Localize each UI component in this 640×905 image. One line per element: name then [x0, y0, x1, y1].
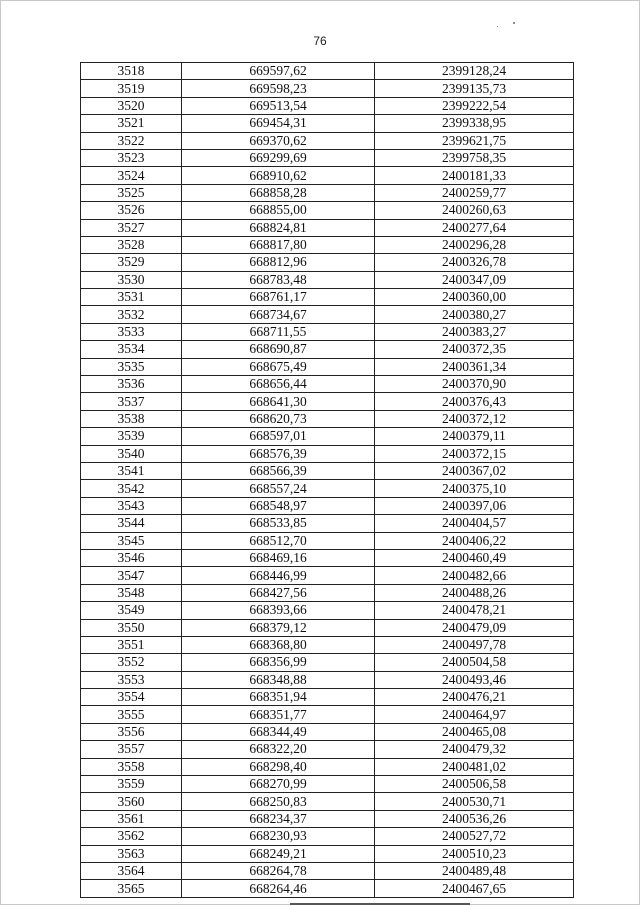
table-row	[81, 115, 574, 132]
table-row	[81, 393, 574, 410]
x-coordinate-cell: 668270,99	[182, 776, 375, 793]
x-coordinate-cell: 668427,56	[182, 584, 375, 601]
x-coordinate-cell: 668298,40	[182, 758, 375, 775]
table-row	[81, 271, 574, 288]
point-number-cell: 3520	[81, 97, 182, 114]
page-number: 76	[313, 34, 327, 48]
y-coordinate-cell: 2400259,77	[375, 184, 574, 201]
point-number-cell: 3534	[81, 341, 182, 358]
point-number-cell: 3540	[81, 445, 182, 462]
point-number-cell: 3555	[81, 706, 182, 723]
point-number-cell: 3543	[81, 497, 182, 514]
point-number-cell: 3559	[81, 776, 182, 793]
y-coordinate-cell: 2399621,75	[375, 132, 574, 149]
x-coordinate-cell: 668690,87	[182, 341, 375, 358]
table-row	[81, 776, 574, 793]
table-row	[81, 810, 574, 827]
scan-speck	[497, 26, 498, 27]
y-coordinate-cell: 2400493,46	[375, 671, 574, 688]
y-coordinate-cell: 2400397,06	[375, 497, 574, 514]
point-number-cell: 3526	[81, 202, 182, 219]
table-row	[81, 445, 574, 462]
table-row	[81, 202, 574, 219]
y-coordinate-cell: 2400361,34	[375, 358, 574, 375]
point-number-cell: 3530	[81, 271, 182, 288]
x-coordinate-cell: 668548,97	[182, 497, 375, 514]
point-number-cell: 3565	[81, 880, 182, 897]
y-coordinate-cell: 2400510,23	[375, 845, 574, 862]
point-number-cell: 3557	[81, 741, 182, 758]
x-coordinate-cell: 669370,62	[182, 132, 375, 149]
point-number-cell: 3533	[81, 323, 182, 340]
x-coordinate-cell: 668566,39	[182, 462, 375, 479]
x-coordinate-cell: 668356,99	[182, 654, 375, 671]
table-row	[81, 636, 574, 653]
y-coordinate-cell: 2400372,35	[375, 341, 574, 358]
y-coordinate-cell: 2400465,08	[375, 723, 574, 740]
point-number-cell: 3549	[81, 602, 182, 619]
x-coordinate-cell: 668469,16	[182, 549, 375, 566]
table-row	[81, 167, 574, 184]
scan-speck	[513, 22, 515, 24]
y-coordinate-cell: 2399135,73	[375, 80, 574, 97]
point-number-cell: 3544	[81, 515, 182, 532]
x-coordinate-cell: 668379,12	[182, 619, 375, 636]
y-coordinate-cell: 2400504,58	[375, 654, 574, 671]
table-row	[81, 862, 574, 879]
y-coordinate-cell: 2400367,02	[375, 462, 574, 479]
point-number-cell: 3532	[81, 306, 182, 323]
y-coordinate-cell: 2400277,64	[375, 219, 574, 236]
table-row	[81, 289, 574, 306]
y-coordinate-cell: 2400536,26	[375, 810, 574, 827]
point-number-cell: 3541	[81, 462, 182, 479]
table-row	[81, 584, 574, 601]
x-coordinate-cell: 668533,85	[182, 515, 375, 532]
y-coordinate-cell: 2400376,43	[375, 393, 574, 410]
y-coordinate-cell: 2400406,22	[375, 532, 574, 549]
y-coordinate-cell: 2400530,71	[375, 793, 574, 810]
x-coordinate-cell: 668557,24	[182, 480, 375, 497]
y-coordinate-cell: 2400260,63	[375, 202, 574, 219]
point-number-cell: 3522	[81, 132, 182, 149]
x-coordinate-cell: 668817,80	[182, 236, 375, 253]
x-coordinate-cell: 669513,54	[182, 97, 375, 114]
x-coordinate-cell: 668675,49	[182, 358, 375, 375]
point-number-cell: 3558	[81, 758, 182, 775]
x-coordinate-cell: 668446,99	[182, 567, 375, 584]
y-coordinate-cell: 2400347,09	[375, 271, 574, 288]
point-number-cell: 3562	[81, 828, 182, 845]
point-number-cell: 3556	[81, 723, 182, 740]
point-number-cell: 3536	[81, 376, 182, 393]
x-coordinate-cell: 668264,46	[182, 880, 375, 897]
x-coordinate-cell: 668597,01	[182, 428, 375, 445]
point-number-cell: 3537	[81, 393, 182, 410]
y-coordinate-cell: 2400497,78	[375, 636, 574, 653]
y-coordinate-cell: 2400482,66	[375, 567, 574, 584]
x-coordinate-cell: 668783,48	[182, 271, 375, 288]
x-coordinate-cell: 668351,77	[182, 706, 375, 723]
x-coordinate-cell: 668368,80	[182, 636, 375, 653]
y-coordinate-cell: 2400506,58	[375, 776, 574, 793]
table-row	[81, 828, 574, 845]
point-number-cell: 3564	[81, 862, 182, 879]
x-coordinate-cell: 668230,93	[182, 828, 375, 845]
point-number-cell: 3550	[81, 619, 182, 636]
point-number-cell: 3539	[81, 428, 182, 445]
x-coordinate-cell: 668855,00	[182, 202, 375, 219]
table-row	[81, 341, 574, 358]
y-coordinate-cell: 2400467,65	[375, 880, 574, 897]
point-number-cell: 3563	[81, 845, 182, 862]
table-row	[81, 480, 574, 497]
table-row	[81, 184, 574, 201]
x-coordinate-cell: 668656,44	[182, 376, 375, 393]
x-coordinate-cell: 668858,28	[182, 184, 375, 201]
x-coordinate-cell: 669454,31	[182, 115, 375, 132]
table-row	[81, 671, 574, 688]
y-coordinate-cell: 2400488,26	[375, 584, 574, 601]
table-row	[81, 462, 574, 479]
y-coordinate-cell: 2400478,21	[375, 602, 574, 619]
point-number-cell: 3524	[81, 167, 182, 184]
x-coordinate-cell: 668824,81	[182, 219, 375, 236]
table-row	[81, 723, 574, 740]
table-row	[81, 376, 574, 393]
point-number-cell: 3531	[81, 289, 182, 306]
y-coordinate-cell: 2399338,95	[375, 115, 574, 132]
x-coordinate-cell: 668393,66	[182, 602, 375, 619]
x-coordinate-cell: 668250,83	[182, 793, 375, 810]
point-number-cell: 3518	[81, 63, 182, 80]
table-row	[81, 619, 574, 636]
y-coordinate-cell: 2399222,54	[375, 97, 574, 114]
x-coordinate-cell: 668351,94	[182, 689, 375, 706]
table-row	[81, 689, 574, 706]
point-number-cell: 3545	[81, 532, 182, 549]
x-coordinate-cell: 668641,30	[182, 393, 375, 410]
y-coordinate-cell: 2400370,90	[375, 376, 574, 393]
x-coordinate-cell: 668734,67	[182, 306, 375, 323]
table-row	[81, 410, 574, 427]
x-coordinate-cell: 668344,49	[182, 723, 375, 740]
table-row	[81, 236, 574, 253]
y-coordinate-cell: 2400481,02	[375, 758, 574, 775]
table-row	[81, 567, 574, 584]
table-row	[81, 323, 574, 340]
x-coordinate-cell: 668249,21	[182, 845, 375, 862]
point-number-cell: 3547	[81, 567, 182, 584]
x-coordinate-cell: 668620,73	[182, 410, 375, 427]
x-coordinate-cell: 668711,55	[182, 323, 375, 340]
table-row	[81, 358, 574, 375]
point-number-cell: 3535	[81, 358, 182, 375]
y-coordinate-cell: 2400375,10	[375, 480, 574, 497]
y-coordinate-cell: 2400181,33	[375, 167, 574, 184]
x-coordinate-cell: 668234,37	[182, 810, 375, 827]
table-row	[81, 306, 574, 323]
y-coordinate-cell: 2400479,09	[375, 619, 574, 636]
point-number-cell: 3527	[81, 219, 182, 236]
point-number-cell: 3551	[81, 636, 182, 653]
point-number-cell: 3554	[81, 689, 182, 706]
y-coordinate-cell: 2400464,97	[375, 706, 574, 723]
x-coordinate-cell: 668512,70	[182, 532, 375, 549]
y-coordinate-cell: 2400527,72	[375, 828, 574, 845]
y-coordinate-cell: 2400476,21	[375, 689, 574, 706]
x-coordinate-cell: 668576,39	[182, 445, 375, 462]
x-coordinate-cell: 668761,17	[182, 289, 375, 306]
table-row	[81, 793, 574, 810]
table-row	[81, 219, 574, 236]
point-number-cell: 3560	[81, 793, 182, 810]
table-row	[81, 497, 574, 514]
y-coordinate-cell: 2400372,12	[375, 410, 574, 427]
table-row	[81, 758, 574, 775]
y-coordinate-cell: 2400383,27	[375, 323, 574, 340]
point-number-cell: 3525	[81, 184, 182, 201]
y-coordinate-cell: 2400360,00	[375, 289, 574, 306]
y-coordinate-cell: 2399128,24	[375, 63, 574, 80]
point-number-cell: 3523	[81, 149, 182, 166]
y-coordinate-cell: 2400460,49	[375, 549, 574, 566]
table-row	[81, 880, 574, 897]
y-coordinate-cell: 2400326,78	[375, 254, 574, 271]
y-coordinate-cell: 2400404,57	[375, 515, 574, 532]
y-coordinate-cell: 2399758,35	[375, 149, 574, 166]
table-row	[81, 549, 574, 566]
table-row	[81, 149, 574, 166]
y-coordinate-cell: 2400379,11	[375, 428, 574, 445]
y-coordinate-cell: 2400372,15	[375, 445, 574, 462]
x-coordinate-cell: 668910,62	[182, 167, 375, 184]
table-row	[81, 654, 574, 671]
point-number-cell: 3529	[81, 254, 182, 271]
x-coordinate-cell: 668264,78	[182, 862, 375, 879]
y-coordinate-cell: 2400296,28	[375, 236, 574, 253]
y-coordinate-cell: 2400489,48	[375, 862, 574, 879]
point-number-cell: 3542	[81, 480, 182, 497]
point-number-cell: 3561	[81, 810, 182, 827]
point-number-cell: 3519	[81, 80, 182, 97]
point-number-cell: 3528	[81, 236, 182, 253]
x-coordinate-cell: 668812,96	[182, 254, 375, 271]
table-row	[81, 532, 574, 549]
y-coordinate-cell: 2400380,27	[375, 306, 574, 323]
x-coordinate-cell: 669299,69	[182, 149, 375, 166]
point-number-cell: 3546	[81, 549, 182, 566]
x-coordinate-cell: 669597,62	[182, 63, 375, 80]
table-row	[81, 97, 574, 114]
point-number-cell: 3548	[81, 584, 182, 601]
table-row	[81, 741, 574, 758]
table-row	[81, 706, 574, 723]
table-row	[81, 845, 574, 862]
coordinates-table	[80, 62, 574, 898]
x-coordinate-cell: 668322,20	[182, 741, 375, 758]
y-coordinate-cell: 2400479,32	[375, 741, 574, 758]
table-row	[81, 515, 574, 532]
table-row	[81, 63, 574, 80]
point-number-cell: 3538	[81, 410, 182, 427]
coordinates-table-body	[81, 63, 574, 898]
table-row	[81, 602, 574, 619]
table-row	[81, 80, 574, 97]
table-row	[81, 428, 574, 445]
point-number-cell: 3552	[81, 654, 182, 671]
table-row	[81, 254, 574, 271]
table-row	[81, 132, 574, 149]
x-coordinate-cell: 668348,88	[182, 671, 375, 688]
point-number-cell: 3553	[81, 671, 182, 688]
point-number-cell: 3521	[81, 115, 182, 132]
x-coordinate-cell: 669598,23	[182, 80, 375, 97]
